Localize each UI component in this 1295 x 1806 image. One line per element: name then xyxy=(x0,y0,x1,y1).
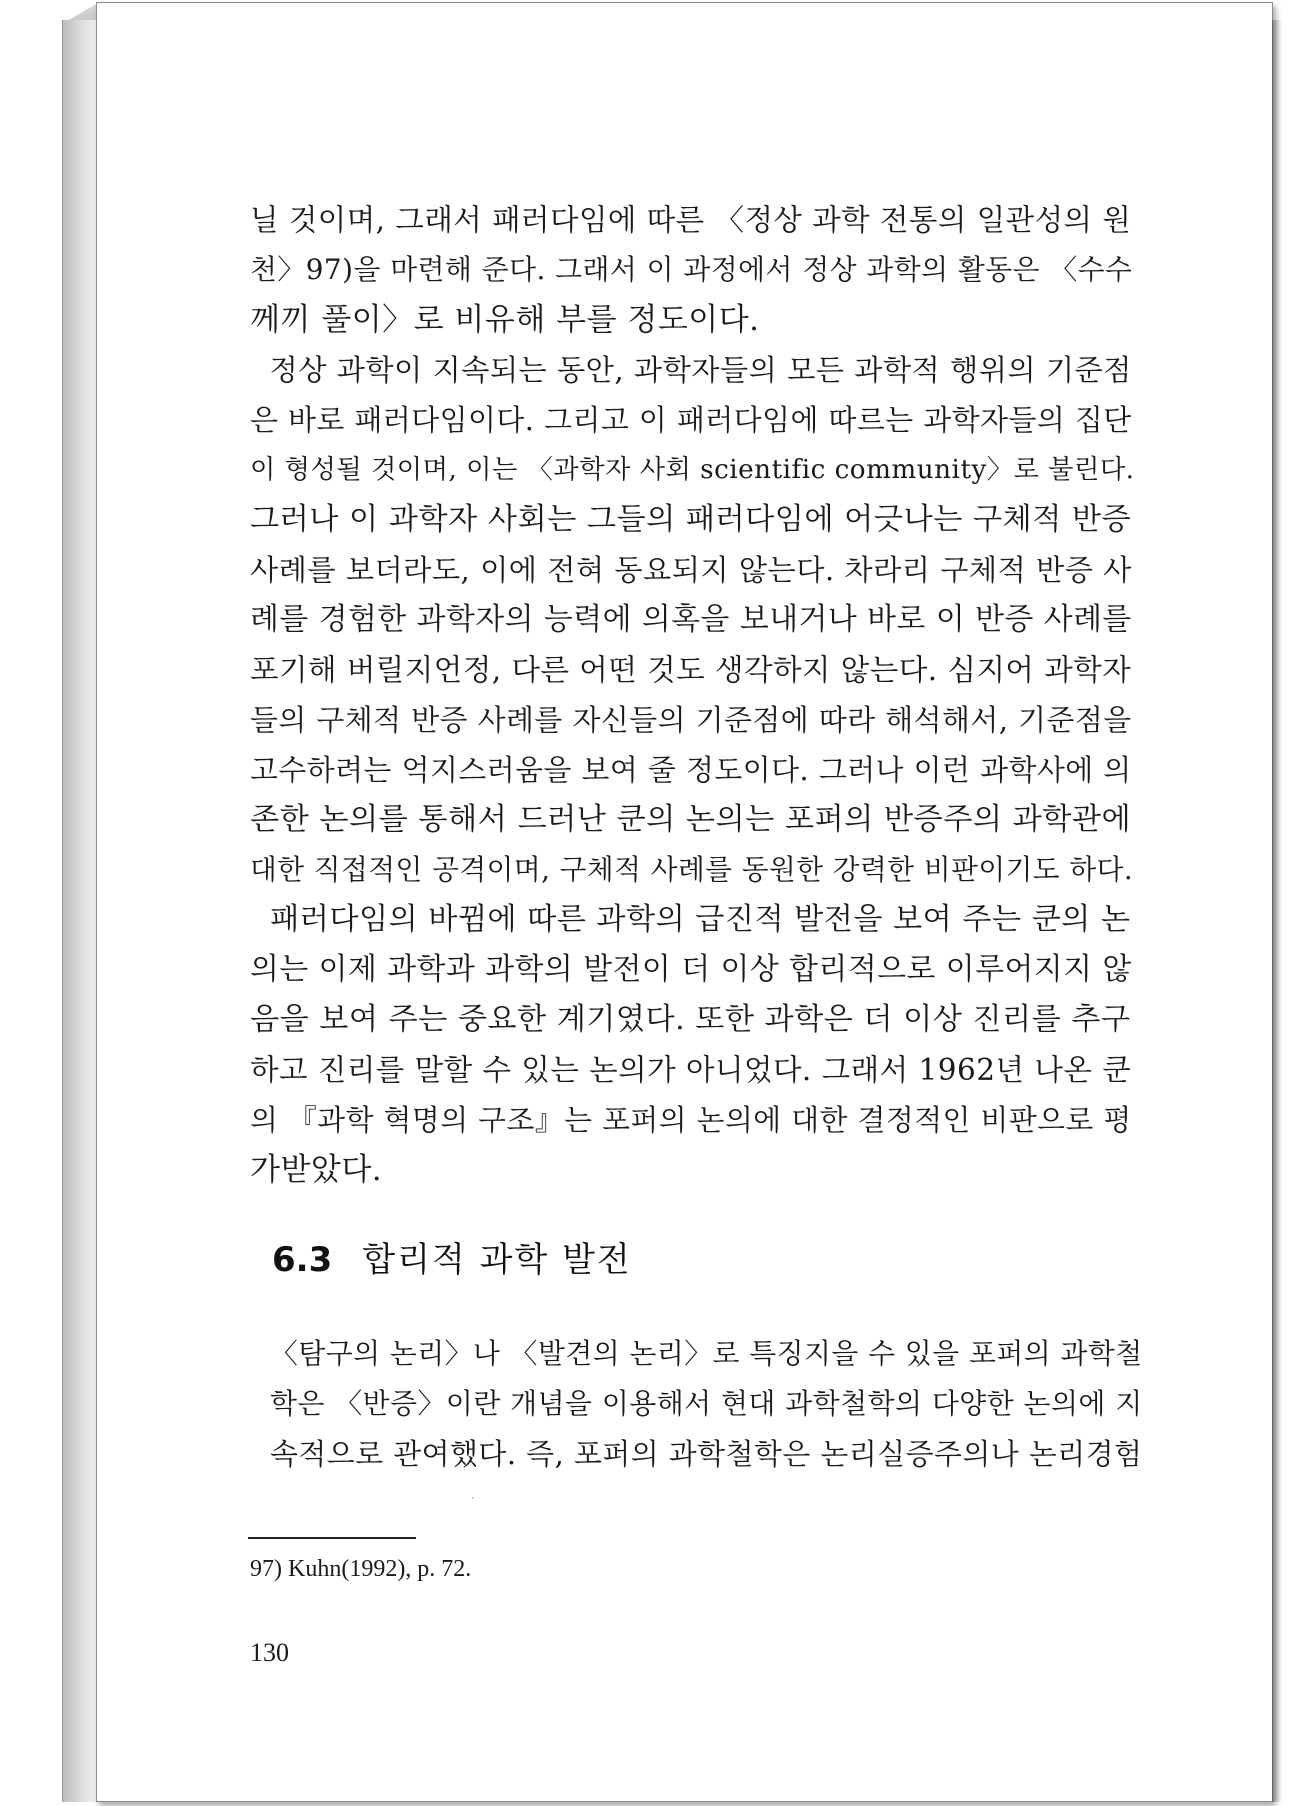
footnote-rule xyxy=(248,1537,416,1539)
body-line: 닐 것이며, 그래서 패러다임에 따른 〈정상 과학 전통의 일관성의 원 xyxy=(250,203,1132,237)
body-line: 천〉97)을 마련해 준다. 그래서 이 과정에서 정상 과학의 활동은 〈수수 xyxy=(250,253,1133,286)
body-line: 존한 논의를 통해서 드러난 쿤의 논의는 포퍼의 반증주의 과학관에 xyxy=(250,802,1132,837)
section-heading xyxy=(272,1232,632,1281)
section-body-text xyxy=(270,1329,1150,1479)
body-line: 그러나 이 과학자 사회는 그들의 패러다임에 어긋나는 구체적 반증 xyxy=(250,502,1132,537)
body-line: 포기해 버릴지언정, 다른 어떤 것도 생각하지 않는다. 심지어 과학자 xyxy=(250,653,1132,687)
body-line: 사례를 보더라도, 이에 전혀 동요되지 않는다. 차라리 구체적 반증 사 xyxy=(250,553,1132,587)
body-line: 례를 경험한 과학자의 능력에 의혹을 보내거나 바로 이 반증 사례를 xyxy=(250,602,1132,637)
body-line: 대한 직접적인 공격이며, 구체적 사례를 동원한 강력한 비판이기도 하다. xyxy=(250,853,1134,886)
scan-speck xyxy=(472,1497,474,1499)
body-line: 께끼 풀이〉로 비유해 부를 정도이다. xyxy=(250,302,760,338)
body-line: 하고 진리를 말할 수 있는 논의가 아니었다. 그래서 1962년 나온 쿤 xyxy=(250,1053,1132,1087)
body-line: 의 『과학 혁명의 구조』는 포퍼의 논의에 대한 결정적인 비판으로 평 xyxy=(250,1103,1132,1137)
section-line: 속적으로 관여했다. 즉, 포퍼의 과학철학은 논리실증주의나 논리경험 xyxy=(270,1437,1143,1471)
section-number: 6.3 xyxy=(272,1240,333,1280)
body-line: 의는 이제 과학과 과학의 발전이 더 이상 합리적으로 이루어지지 않 xyxy=(250,952,1132,987)
book-spine xyxy=(62,20,97,1802)
body-line: 이 형성될 것이며, 이는 〈과학자 사회 scientific community〉로 불린다. xyxy=(250,455,1135,485)
body-line: 패러다임의 바뀜에 따른 과학의 급진적 발전을 보여 주는 쿤의 논 xyxy=(250,902,1131,937)
section-line: 〈탐구의 논리〉나 〈발견의 논리〉로 특징지을 수 있을 포퍼의 과학철 xyxy=(270,1337,1143,1370)
section-title: 합리적 과학 발전 xyxy=(362,1240,632,1280)
body-line: 가받았다. xyxy=(250,1152,383,1188)
body-line: 들의 구체적 반증 사례를 자신들의 기준점에 따라 해석해서, 기준점을 xyxy=(250,703,1132,737)
body-text xyxy=(250,195,1140,1195)
body-line: 고수하려는 억지스러움을 보여 줄 정도이다. 그러나 이런 과학사에 의 xyxy=(250,753,1132,787)
section-line: 학은 〈반증〉이란 개념을 이용해서 현대 과학철학의 다양한 논의에 지 xyxy=(270,1387,1143,1420)
page-number: 130 xyxy=(250,1638,289,1667)
body-line: 은 바로 패러다임이다. 그리고 이 패러다임에 따르는 과학자들의 집단 xyxy=(250,403,1132,437)
body-line: 정상 과학이 지속되는 동안, 과학자들의 모든 과학적 행위의 기준점 xyxy=(250,353,1132,387)
body-line: 음을 보여 주는 중요한 계기였다. 또한 과학은 더 이상 진리를 추구 xyxy=(250,1002,1131,1037)
footnote: 97) Kuhn(1992), p. 72. xyxy=(250,1556,472,1582)
page-shadow xyxy=(1272,20,1282,1802)
